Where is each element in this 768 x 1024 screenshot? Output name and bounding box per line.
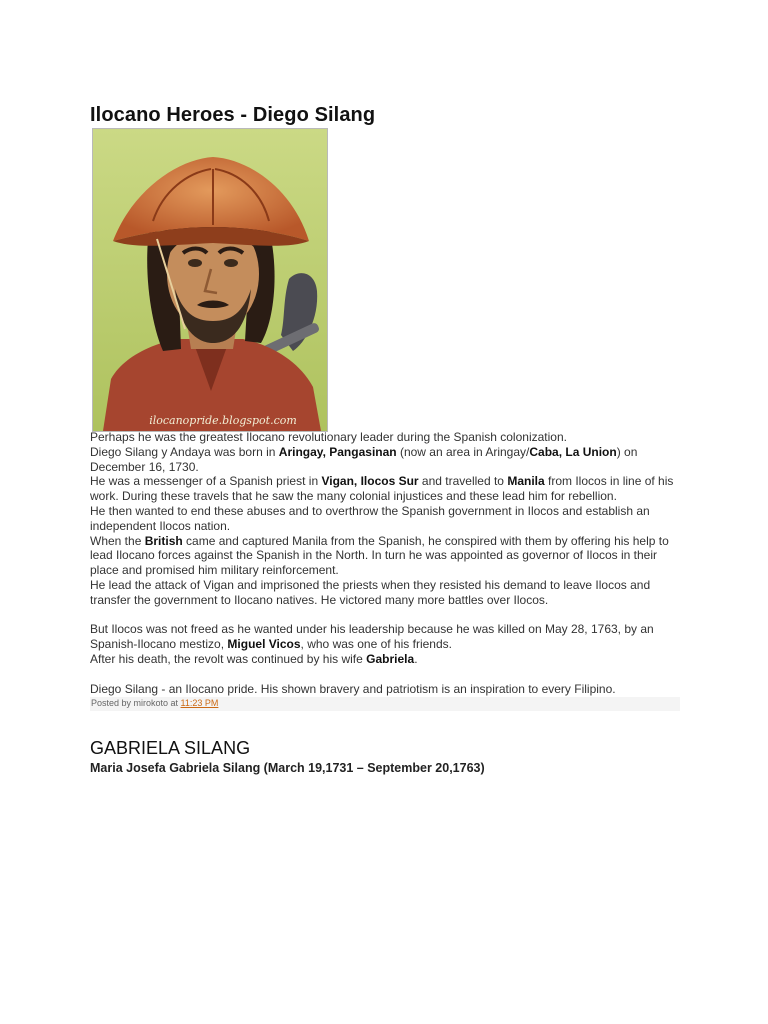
body-text-run: ) on December 16, 1730.: [90, 444, 638, 474]
body-text-run: Diego Silang y Andaya was born in: [90, 444, 279, 459]
body-text-run: But Ilocos was not freed as he wanted under his leadership because he was killed on May 28, 1763, by an Spanish-Ilocano mestizo,: [90, 622, 654, 652]
body-paragraph: [90, 652, 680, 667]
bold-text: Manila: [507, 474, 545, 489]
body-text-run: , who was one of his friends.: [300, 637, 452, 652]
body-text-run: After his death, the revolt was continued by his wife: [90, 651, 367, 666]
body-text-run: Perhaps he was the greatest Ilocano revolutionary leader during the Spanish colonization.: [90, 430, 567, 444]
body-text-run: and travelled to: [418, 474, 508, 489]
body-paragraph: [90, 534, 680, 578]
body-paragraph: [90, 430, 680, 445]
body-text-run: .: [414, 651, 418, 666]
bold-text: Miguel Vicos: [227, 637, 301, 652]
portrait-image: [92, 128, 328, 432]
body-paragraph: [90, 474, 680, 504]
bold-text: Gabriela: [366, 651, 415, 666]
body-text-run: from Ilocos in line of his work. During these travels that he saw the many colonial injustices and these lead him for rebellion.: [90, 474, 674, 504]
body-text-run: came and captured Manila from the Spanish, he conspired with them by offering his help to lead Ilocano forces against the Spanish in the North. In turn he was appointed as governor of Ilocos in their place and promised him military reinforcement.: [90, 533, 669, 578]
posted-by-label: Posted by mirokoto at: [91, 698, 181, 708]
post-body: [90, 430, 680, 696]
bold-text: Vigan, Ilocos Sur: [321, 474, 419, 489]
body-paragraph: [90, 445, 680, 475]
bold-text: Caba, La Union: [529, 444, 617, 459]
post-timestamp-link[interactable]: 11:23 PM: [180, 698, 219, 708]
post-title: Ilocano Heroes - Diego Silang: [90, 104, 376, 126]
paragraph-gap: [90, 608, 680, 623]
body-text-run: Diego Silang - an Ilocano pride. His shown bravery and patriotism is an inspiration to every Filipino.: [90, 681, 616, 696]
body-paragraph: [90, 578, 680, 608]
body-text-run: He lead the attack of Vigan and imprisoned the priests when they resisted his demand to leave Ilocos and transfer the government to Ilocano natives. He victored many more battles over Ilocos.: [90, 577, 651, 607]
paragraph-gap: [90, 667, 680, 682]
bold-text: Aringay, Pangasinan: [278, 444, 397, 459]
body-text-run: When the: [90, 533, 145, 548]
watermark-text: ilocanopride.blogspot.com: [149, 414, 297, 427]
body-text-run: He was a messenger of a Spanish priest in: [90, 474, 322, 489]
body-paragraph: [90, 622, 680, 652]
body-paragraph: [90, 682, 680, 697]
next-post-subtitle: Maria Josefa Gabriela Silang (March 19,1731 – September 20,1763): [90, 761, 485, 775]
body-paragraph: [90, 504, 680, 534]
next-post-title: GABRIELA SILANG: [90, 738, 251, 758]
bold-text: British: [144, 533, 183, 548]
post-footer: [90, 697, 680, 711]
body-text-run: He then wanted to end these abuses and to overthrow the Spanish government in Ilocos and establish an independent Ilocos nation.: [90, 503, 650, 533]
body-text-run: (now an area in Aringay/: [396, 444, 530, 459]
